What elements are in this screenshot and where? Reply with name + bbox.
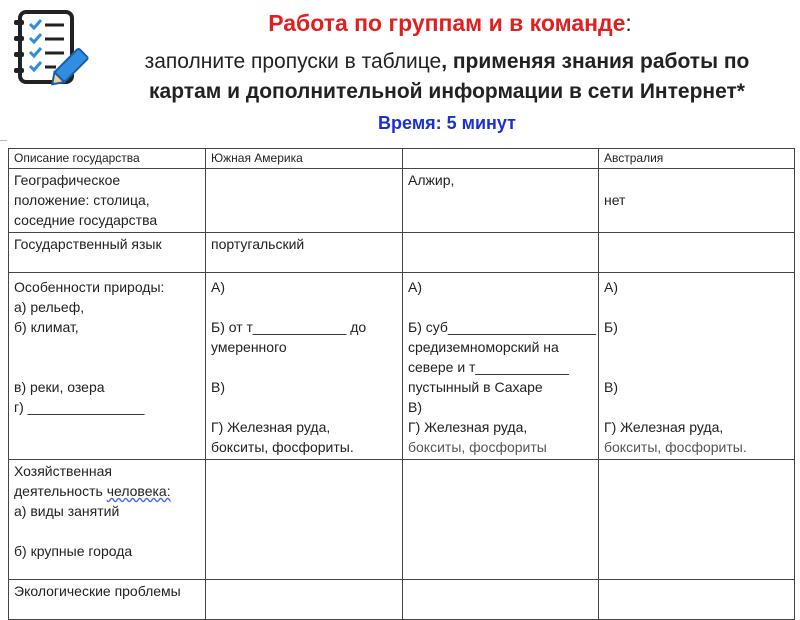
fill-cell[interactable]: нет xyxy=(599,169,795,233)
fill-cell[interactable]: А) Б) от т____________ до умеренного В) Г) Железная руда, бокситы, фосфориты. xyxy=(206,273,403,460)
header-cell: Описание государства xyxy=(9,149,206,169)
row-label-geo: Географическое положение: столица, соседние государства xyxy=(9,169,206,233)
title-colon: : xyxy=(625,10,632,36)
fill-cell[interactable]: А) Б) суб___________________ средиземноморский на севере и т____________ пустынный в Сахаре В) Г) Железная руда, бокситы, фосфориты xyxy=(403,273,599,460)
fill-cell[interactable] xyxy=(206,169,403,233)
fill-cell[interactable] xyxy=(403,460,599,580)
row-label-ecology: Экологические проблемы xyxy=(9,580,206,620)
row-label-economy: Хозяйственная деятельность человека: а) виды занятий б) крупные города xyxy=(9,460,206,580)
row-label-language: Государственный язык xyxy=(9,233,206,273)
subtitle-bold: , применяя знания работы по xyxy=(441,50,750,73)
fill-cell[interactable]: Алжир, xyxy=(403,169,599,233)
table-row xyxy=(9,169,795,233)
subtitle-line2: картам и дополнительной информации в сети Интернет* xyxy=(149,80,745,103)
edge-marker xyxy=(0,140,7,145)
header-cell: Южная Америка xyxy=(206,149,403,169)
comparison-table xyxy=(8,148,795,620)
time-limit: Время: 5 минут xyxy=(378,113,516,133)
checklist-pencil-icon xyxy=(10,6,94,98)
table-row xyxy=(9,460,795,580)
table-row xyxy=(9,273,795,460)
title-text: Работа по группам и в команде xyxy=(268,10,626,36)
header-cell xyxy=(403,149,599,169)
row-label-nature: Особенности природы: а) рельеф, б) климат, в) реки, озера г) _______________ xyxy=(9,273,206,460)
page-title xyxy=(110,8,790,38)
fill-cell[interactable] xyxy=(599,233,795,273)
header-cell: Австралия xyxy=(599,149,795,169)
subtitle-plain: заполните пропуски в таблице xyxy=(144,50,442,73)
fill-cell[interactable]: А) Б) В) Г) Железная руда, бокситы, фосфориты. xyxy=(599,273,795,460)
table-header-row xyxy=(9,149,795,169)
task-instruction xyxy=(100,47,794,107)
fill-cell[interactable] xyxy=(206,460,403,580)
table-row xyxy=(9,233,795,273)
fill-cell[interactable] xyxy=(599,460,795,580)
fill-cell[interactable]: португальский xyxy=(206,233,403,273)
fill-cell[interactable] xyxy=(403,233,599,273)
